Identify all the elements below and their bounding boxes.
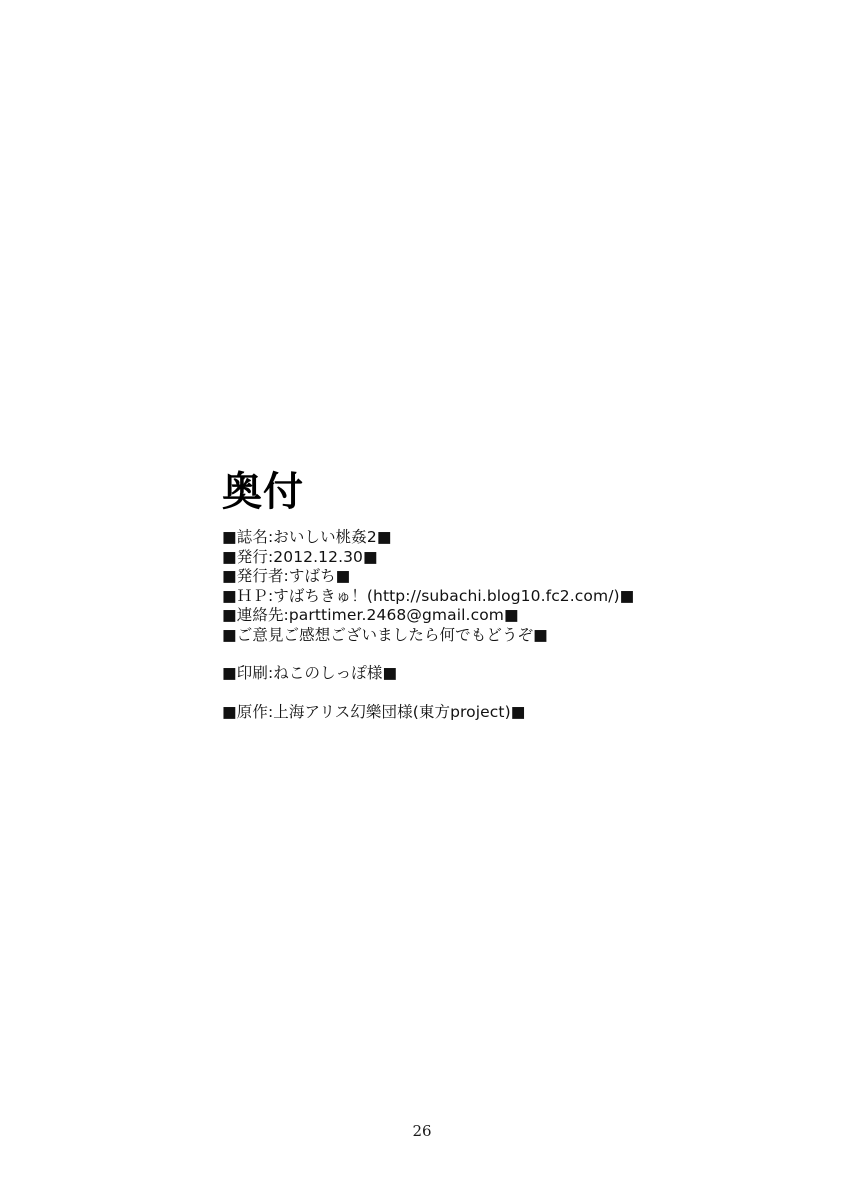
colophon-info-block — [222, 528, 782, 722]
colophon-spacer-1 — [222, 645, 782, 664]
colophon-line-date: ■発行:2012.12.30■ — [222, 547, 378, 566]
colophon-heading: 奥付 — [222, 469, 304, 515]
colophon-section — [222, 470, 782, 722]
colophon-line-title: ■誌名:おいしい桃姦2■ — [222, 528, 392, 546]
colophon-group-original — [222, 703, 782, 723]
colophon-line-original-work: ■原作:上海アリス幻樂団様(東方project)■ — [222, 702, 526, 721]
colophon-group-printing — [222, 664, 782, 684]
colophon-line-homepage: ■ＨＰ:すばちきゅ！(http://subachi.blog10.fc2.com/)■ — [222, 586, 635, 605]
colophon-line-feedback: ■ご意見ご感想ございましたら何でもどうぞ■ — [222, 625, 548, 644]
colophon-group-publication — [222, 528, 782, 645]
page-number: 26 — [412, 1122, 432, 1140]
colophon-spacer-2 — [222, 684, 782, 703]
colophon-line-contact: ■連絡先:parttimer.2468@gmail.com■ — [222, 606, 519, 624]
colophon-line-publisher: ■発行者:すばち■ — [222, 567, 351, 585]
colophon-line-printer: ■印刷:ねこのしっぽ様■ — [222, 664, 398, 682]
